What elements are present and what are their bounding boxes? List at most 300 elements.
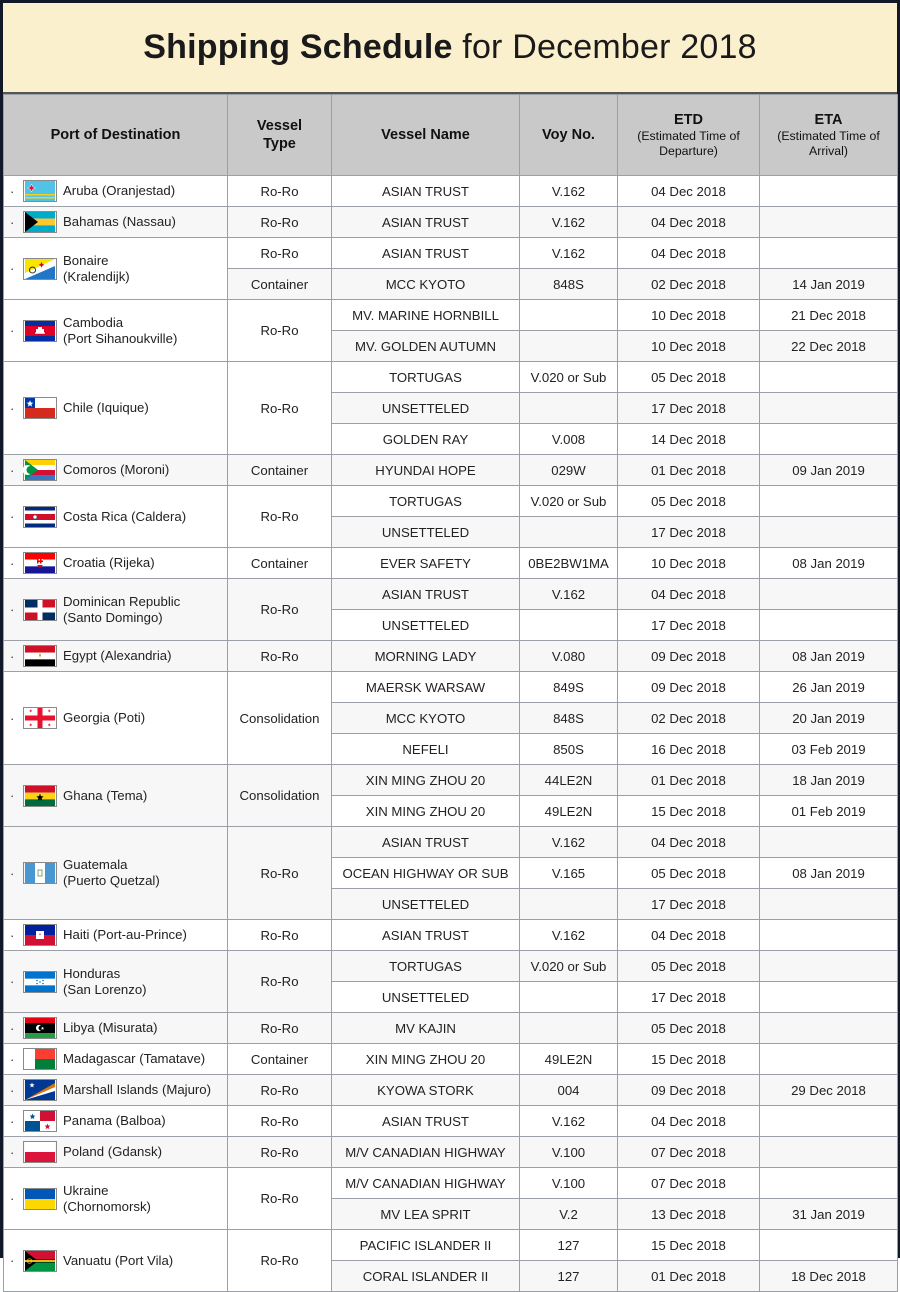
eta-cell [760,238,898,269]
etd-cell: 02 Dec 2018 [618,703,760,734]
port-name-label: Dominican Republic (Santo Domingo) [63,593,181,625]
table-row [4,827,898,858]
bullet-icon: · [10,788,15,803]
vessel-type-cell: Container [228,548,332,579]
column-header-vessel-name [332,95,520,176]
vessel-type-cell: Consolidation [228,672,332,765]
voy-no-cell [520,331,618,362]
table-row [4,641,898,672]
port-name-label: Madagascar (Tamatave) [63,1051,206,1067]
flag-icon-ghana [23,785,57,807]
vessel-name-cell: CORAL ISLANDER II [332,1261,520,1292]
port-name-label: Marshall Islands (Majuro) [63,1082,212,1098]
vessel-type-cell: Ro-Ro [228,486,332,548]
port-of-destination-cell [4,1106,228,1137]
vessel-name-cell: PACIFIC ISLANDER II [332,1230,520,1261]
vessel-type-cell: Ro-Ro [228,920,332,951]
bullet-icon: · [10,183,15,199]
port-of-destination-cell [4,765,228,827]
port-of-destination-cell [4,1044,228,1075]
table-row [4,207,898,238]
eta-cell: 14 Jan 2019 [760,269,898,300]
flag-icon-dominican [23,599,57,621]
voy-no-cell: V.080 [520,641,618,672]
bullet-icon: · [10,1191,15,1206]
vessel-name-cell: UNSETTELED [332,517,520,548]
etd-cell: 02 Dec 2018 [618,269,760,300]
table-row [4,548,898,579]
eta-cell [760,486,898,517]
flag-icon-georgia [23,707,57,729]
vessel-type-cell: Container [228,269,332,300]
eta-cell: 18 Jan 2019 [760,765,898,796]
vessel-type-cell: Ro-Ro [228,238,332,269]
flag-icon-croatia [23,552,57,574]
port-name-label: Ukraine (Chornomorsk) [63,1182,151,1214]
table-row [4,176,898,207]
vessel-name-cell: TORTUGAS [332,362,520,393]
voy-no-cell [520,1013,618,1044]
eta-cell [760,827,898,858]
eta-cell: 22 Dec 2018 [760,331,898,362]
port-name-label: Cambodia (Port Sihanoukville) [63,314,178,346]
vessel-type-cell: Ro-Ro [228,641,332,672]
port-name-label: Guatemala (Puerto Quetzal) [63,857,160,888]
eta-cell: 01 Feb 2019 [760,796,898,827]
vessel-type-cell: Ro-Ro [228,362,332,455]
vessel-type-cell: Ro-Ro [228,1013,332,1044]
voy-no-cell: V.2 [520,1199,618,1230]
vessel-name-cell: MORNING LADY [332,641,520,672]
etd-cell: 05 Dec 2018 [618,1013,760,1044]
etd-cell: 07 Dec 2018 [618,1168,760,1199]
voy-no-cell: 849S [520,672,618,703]
port-name-label: Costa Rica (Caldera) [63,508,187,524]
voy-no-cell: V.162 [520,238,618,269]
bullet-icon: · [10,1113,15,1129]
port-name-label: Honduras (San Lorenzo) [63,965,147,997]
voy-no-cell: V.020 or Sub [520,951,618,982]
eta-cell: 21 Dec 2018 [760,300,898,331]
table-row [4,1137,898,1168]
vessel-name-cell: GOLDEN RAY [332,424,520,455]
voy-no-cell: 850S [520,734,618,765]
flag-icon-comoros [23,459,57,481]
flag-icon-libya [23,1017,57,1039]
eta-cell: 09 Jan 2019 [760,455,898,486]
voy-no-cell: V.020 or Sub [520,486,618,517]
vessel-type-cell: Ro-Ro [228,300,332,362]
vessel-name-cell: M/V CANADIAN HIGHWAY [332,1168,520,1199]
flag-icon-bonaire [23,258,57,280]
flag-icon-bahamas [23,211,57,233]
bullet-icon: · [10,974,15,989]
port-name-label: Egypt (Alexandria) [63,648,172,664]
bullet-icon: · [10,1144,15,1160]
port-of-destination-cell [4,1075,228,1106]
vessel-name-cell: ASIAN TRUST [332,827,520,858]
port-name-label: Libya (Misurata) [63,1020,158,1036]
column-header-etd [618,95,760,176]
etd-cell: 07 Dec 2018 [618,1137,760,1168]
vessel-type-cell: Ro-Ro [228,827,332,920]
vessel-name-cell: HYUNDAI HOPE [332,455,520,486]
page-title [143,28,757,67]
flag-icon-ukraine [23,1188,57,1210]
port-of-destination-cell [4,548,228,579]
port-of-destination-cell [4,238,228,300]
table-row [4,951,898,982]
etd-cell: 05 Dec 2018 [618,362,760,393]
port-name-label: Bonaire (Kralendijk) [63,252,130,284]
etd-cell: 17 Dec 2018 [618,517,760,548]
etd-cell: 05 Dec 2018 [618,486,760,517]
flag-icon-egypt [23,645,57,667]
column-header-eta-sub: (Estimated Time of Arrival) [777,128,880,159]
vessel-type-cell: Ro-Ro [228,207,332,238]
vessel-name-cell: UNSETTELED [332,393,520,424]
voy-no-cell [520,300,618,331]
vessel-name-cell: ASIAN TRUST [332,579,520,610]
eta-cell [760,1106,898,1137]
etd-cell: 04 Dec 2018 [618,920,760,951]
eta-cell [760,517,898,548]
table-row [4,455,898,486]
table-row [4,765,898,796]
vessel-name-cell: KYOWA STORK [332,1075,520,1106]
vessel-type-cell: Ro-Ro [228,1106,332,1137]
eta-cell [760,1044,898,1075]
etd-cell: 15 Dec 2018 [618,1230,760,1261]
vessel-type-cell: Ro-Ro [228,176,332,207]
eta-cell [760,982,898,1013]
vessel-type-cell: Ro-Ro [228,579,332,641]
eta-cell [760,1168,898,1199]
eta-cell [760,362,898,393]
etd-cell: 04 Dec 2018 [618,579,760,610]
etd-cell: 01 Dec 2018 [618,765,760,796]
port-of-destination-cell [4,672,228,765]
voy-no-cell: 49LE2N [520,796,618,827]
vessel-name-cell: M/V CANADIAN HIGHWAY [332,1137,520,1168]
port-name-label: Haiti (Port-au-Prince) [63,927,187,943]
etd-cell: 17 Dec 2018 [618,610,760,641]
table-row [4,1013,898,1044]
table-body [4,176,898,1292]
vessel-type-cell: Container [228,1044,332,1075]
etd-cell: 04 Dec 2018 [618,207,760,238]
voy-no-cell: V.162 [520,207,618,238]
table-row [4,1075,898,1106]
column-header-vessel-name-label: Vessel Name [381,126,470,143]
port-of-destination-cell [4,1230,228,1292]
port-of-destination-cell [4,641,228,672]
flag-icon-madagascar [23,1048,57,1070]
page-title-strong: Shipping Schedule [143,28,453,66]
eta-cell [760,1013,898,1044]
vessel-type-cell: Consolidation [228,765,332,827]
schedule-table [3,94,898,1292]
table-row [4,672,898,703]
vessel-name-cell: ASIAN TRUST [332,920,520,951]
vessel-name-cell: NEFELI [332,734,520,765]
voy-no-cell: 127 [520,1261,618,1292]
port-name-label: Comoros (Moroni) [63,462,170,478]
vessel-name-cell: TORTUGAS [332,486,520,517]
voy-no-cell: V.008 [520,424,618,455]
eta-cell [760,579,898,610]
eta-cell: 20 Jan 2019 [760,703,898,734]
etd-cell: 17 Dec 2018 [618,393,760,424]
bullet-icon: · [10,323,15,338]
voy-no-cell: V.020 or Sub [520,362,618,393]
port-of-destination-cell [4,1137,228,1168]
column-header-vessel-type-sub: Type [263,136,296,152]
flag-icon-costarica [23,506,57,528]
etd-cell: 15 Dec 2018 [618,1044,760,1075]
eta-cell: 03 Feb 2019 [760,734,898,765]
voy-no-cell [520,610,618,641]
port-of-destination-cell [4,827,228,920]
voy-no-cell: 44LE2N [520,765,618,796]
vessel-name-cell: UNSETTELED [332,889,520,920]
etd-cell: 05 Dec 2018 [618,858,760,889]
port-name-label: Georgia (Poti) [63,710,146,726]
eta-cell [760,951,898,982]
flag-icon-vanuatu [23,1250,57,1272]
port-name-label: Vanuatu (Port Vila) [63,1252,174,1268]
eta-cell [760,889,898,920]
voy-no-cell: 848S [520,269,618,300]
eta-cell [760,610,898,641]
vessel-name-cell: UNSETTELED [332,982,520,1013]
column-header-voy-no [520,95,618,176]
etd-cell: 14 Dec 2018 [618,424,760,455]
flag-icon-guatemala [23,862,57,884]
eta-cell [760,424,898,455]
etd-cell: 10 Dec 2018 [618,548,760,579]
eta-cell: 26 Jan 2019 [760,672,898,703]
eta-cell [760,1137,898,1168]
table-row [4,1168,898,1199]
voy-no-cell: V.162 [520,579,618,610]
vessel-name-cell: OCEAN HIGHWAY OR SUB [332,858,520,889]
port-of-destination-cell [4,362,228,455]
vessel-name-cell: UNSETTELED [332,610,520,641]
voy-no-cell: V.100 [520,1168,618,1199]
voy-no-cell: V.162 [520,920,618,951]
eta-cell: 29 Dec 2018 [760,1075,898,1106]
etd-cell: 01 Dec 2018 [618,455,760,486]
voy-no-cell: 0BE2BW1MA [520,548,618,579]
port-of-destination-cell [4,455,228,486]
eta-cell [760,207,898,238]
port-of-destination-cell [4,579,228,641]
flag-icon-marshall [23,1079,57,1101]
bullet-icon: · [10,555,15,571]
vessel-name-cell: ASIAN TRUST [332,176,520,207]
vessel-name-cell: XIN MING ZHOU 20 [332,796,520,827]
bullet-icon: · [10,214,15,230]
vessel-name-cell: XIN MING ZHOU 20 [332,1044,520,1075]
voy-no-cell: V.162 [520,1106,618,1137]
etd-cell: 17 Dec 2018 [618,889,760,920]
column-header-etd-sub: (Estimated Time of Departure) [637,128,740,159]
flag-icon-haiti [23,924,57,946]
page-title-light: for December 2018 [452,28,757,66]
header-row [4,95,898,176]
etd-cell: 17 Dec 2018 [618,982,760,1013]
vessel-name-cell: MCC KYOTO [332,269,520,300]
flag-icon-poland [23,1141,57,1163]
bullet-icon: · [10,602,15,617]
eta-cell: 31 Jan 2019 [760,1199,898,1230]
flag-icon-cambodia [23,320,57,342]
vessel-name-cell: ASIAN TRUST [332,207,520,238]
etd-cell: 04 Dec 2018 [618,238,760,269]
voy-no-cell [520,393,618,424]
flag-icon-panama [23,1110,57,1132]
port-name-label: Bahamas (Nassau) [63,214,176,230]
column-header-voy-no-label: Voy No. [542,126,595,143]
bullet-icon: · [10,1020,15,1036]
voy-no-cell: 029W [520,455,618,486]
voy-no-cell: V.100 [520,1137,618,1168]
bullet-icon: · [10,710,15,726]
voy-no-cell: V.165 [520,858,618,889]
etd-cell: 04 Dec 2018 [618,827,760,858]
etd-cell: 01 Dec 2018 [618,1261,760,1292]
table-row [4,579,898,610]
column-header-vessel-type-label: Vessel [256,117,303,134]
eta-cell [760,176,898,207]
flag-icon-chile [23,397,57,419]
etd-cell: 09 Dec 2018 [618,672,760,703]
etd-cell: 05 Dec 2018 [618,951,760,982]
voy-no-cell [520,889,618,920]
bullet-icon: · [10,261,15,276]
voy-no-cell: 49LE2N [520,1044,618,1075]
flag-icon-honduras [23,971,57,993]
bullet-icon: · [10,462,15,478]
eta-cell [760,1230,898,1261]
vessel-name-cell: XIN MING ZHOU 20 [332,765,520,796]
voy-no-cell: V.162 [520,176,618,207]
voy-no-cell: 004 [520,1075,618,1106]
eta-cell: 08 Jan 2019 [760,548,898,579]
port-of-destination-cell [4,1013,228,1044]
column-header-port [4,95,228,176]
etd-cell: 04 Dec 2018 [618,1106,760,1137]
vessel-type-cell: Ro-Ro [228,1230,332,1292]
port-name-label: Aruba (Oranjestad) [63,183,176,199]
column-header-port-label: Port of Destination [50,126,181,143]
column-header-etd-label: ETD [674,111,703,128]
voy-no-cell [520,982,618,1013]
port-of-destination-cell [4,300,228,362]
flag-icon-aruba [23,180,57,202]
bullet-icon: · [10,1051,15,1067]
voy-no-cell: 848S [520,703,618,734]
bullet-icon: · [10,648,15,664]
eta-cell: 08 Jan 2019 [760,858,898,889]
table-row [4,1106,898,1137]
voy-no-cell: V.162 [520,827,618,858]
vessel-type-cell: Container [228,455,332,486]
title-bar [3,3,897,94]
port-name-label: Ghana (Tema) [63,787,148,803]
etd-cell: 16 Dec 2018 [618,734,760,765]
port-name-label: Chile (Iquique) [63,400,149,416]
vessel-name-cell: MV LEA SPRIT [332,1199,520,1230]
voy-no-cell: 127 [520,1230,618,1261]
vessel-type-cell: Ro-Ro [228,951,332,1013]
bullet-icon: · [10,927,15,943]
bullet-icon: · [10,509,15,524]
column-header-vessel-type [228,95,332,176]
etd-cell: 09 Dec 2018 [618,641,760,672]
table-header [4,95,898,176]
port-name-label: Poland (Gdansk) [63,1144,162,1160]
etd-cell: 15 Dec 2018 [618,796,760,827]
etd-cell: 09 Dec 2018 [618,1075,760,1106]
table-row [4,300,898,331]
port-of-destination-cell [4,951,228,1013]
port-name-label: Croatia (Rijeka) [63,555,155,571]
port-of-destination-cell [4,1168,228,1230]
vessel-name-cell: ASIAN TRUST [332,1106,520,1137]
table-row [4,486,898,517]
vessel-type-cell: Ro-Ro [228,1168,332,1230]
vessel-name-cell: MCC KYOTO [332,703,520,734]
port-of-destination-cell [4,207,228,238]
bullet-icon: · [10,1082,15,1098]
vessel-type-cell: Ro-Ro [228,1075,332,1106]
vessel-type-cell: Ro-Ro [228,1137,332,1168]
bullet-icon: · [10,1253,15,1268]
table-row [4,1230,898,1261]
bullet-icon: · [10,865,15,881]
bullet-icon: · [10,400,15,416]
eta-cell [760,920,898,951]
port-of-destination-cell [4,486,228,548]
port-of-destination-cell [4,920,228,951]
table-row [4,920,898,951]
eta-cell: 18 Dec 2018 [760,1261,898,1292]
port-name-label: Panama (Balboa) [63,1113,166,1129]
table-row [4,362,898,393]
etd-cell: 10 Dec 2018 [618,331,760,362]
vessel-name-cell: MV KAJIN [332,1013,520,1044]
vessel-name-cell: MV. GOLDEN AUTUMN [332,331,520,362]
vessel-name-cell: ASIAN TRUST [332,238,520,269]
vessel-name-cell: MV. MARINE HORNBILL [332,300,520,331]
eta-cell: 08 Jan 2019 [760,641,898,672]
table-row [4,1044,898,1075]
column-header-eta [760,95,898,176]
eta-cell [760,393,898,424]
table-row [4,238,898,269]
vessel-name-cell: TORTUGAS [332,951,520,982]
etd-cell: 13 Dec 2018 [618,1199,760,1230]
column-header-eta-label: ETA [814,111,843,128]
voy-no-cell [520,517,618,548]
etd-cell: 04 Dec 2018 [618,176,760,207]
vessel-name-cell: MAERSK WARSAW [332,672,520,703]
vessel-name-cell: EVER SAFETY [332,548,520,579]
port-of-destination-cell [4,176,228,207]
etd-cell: 10 Dec 2018 [618,300,760,331]
